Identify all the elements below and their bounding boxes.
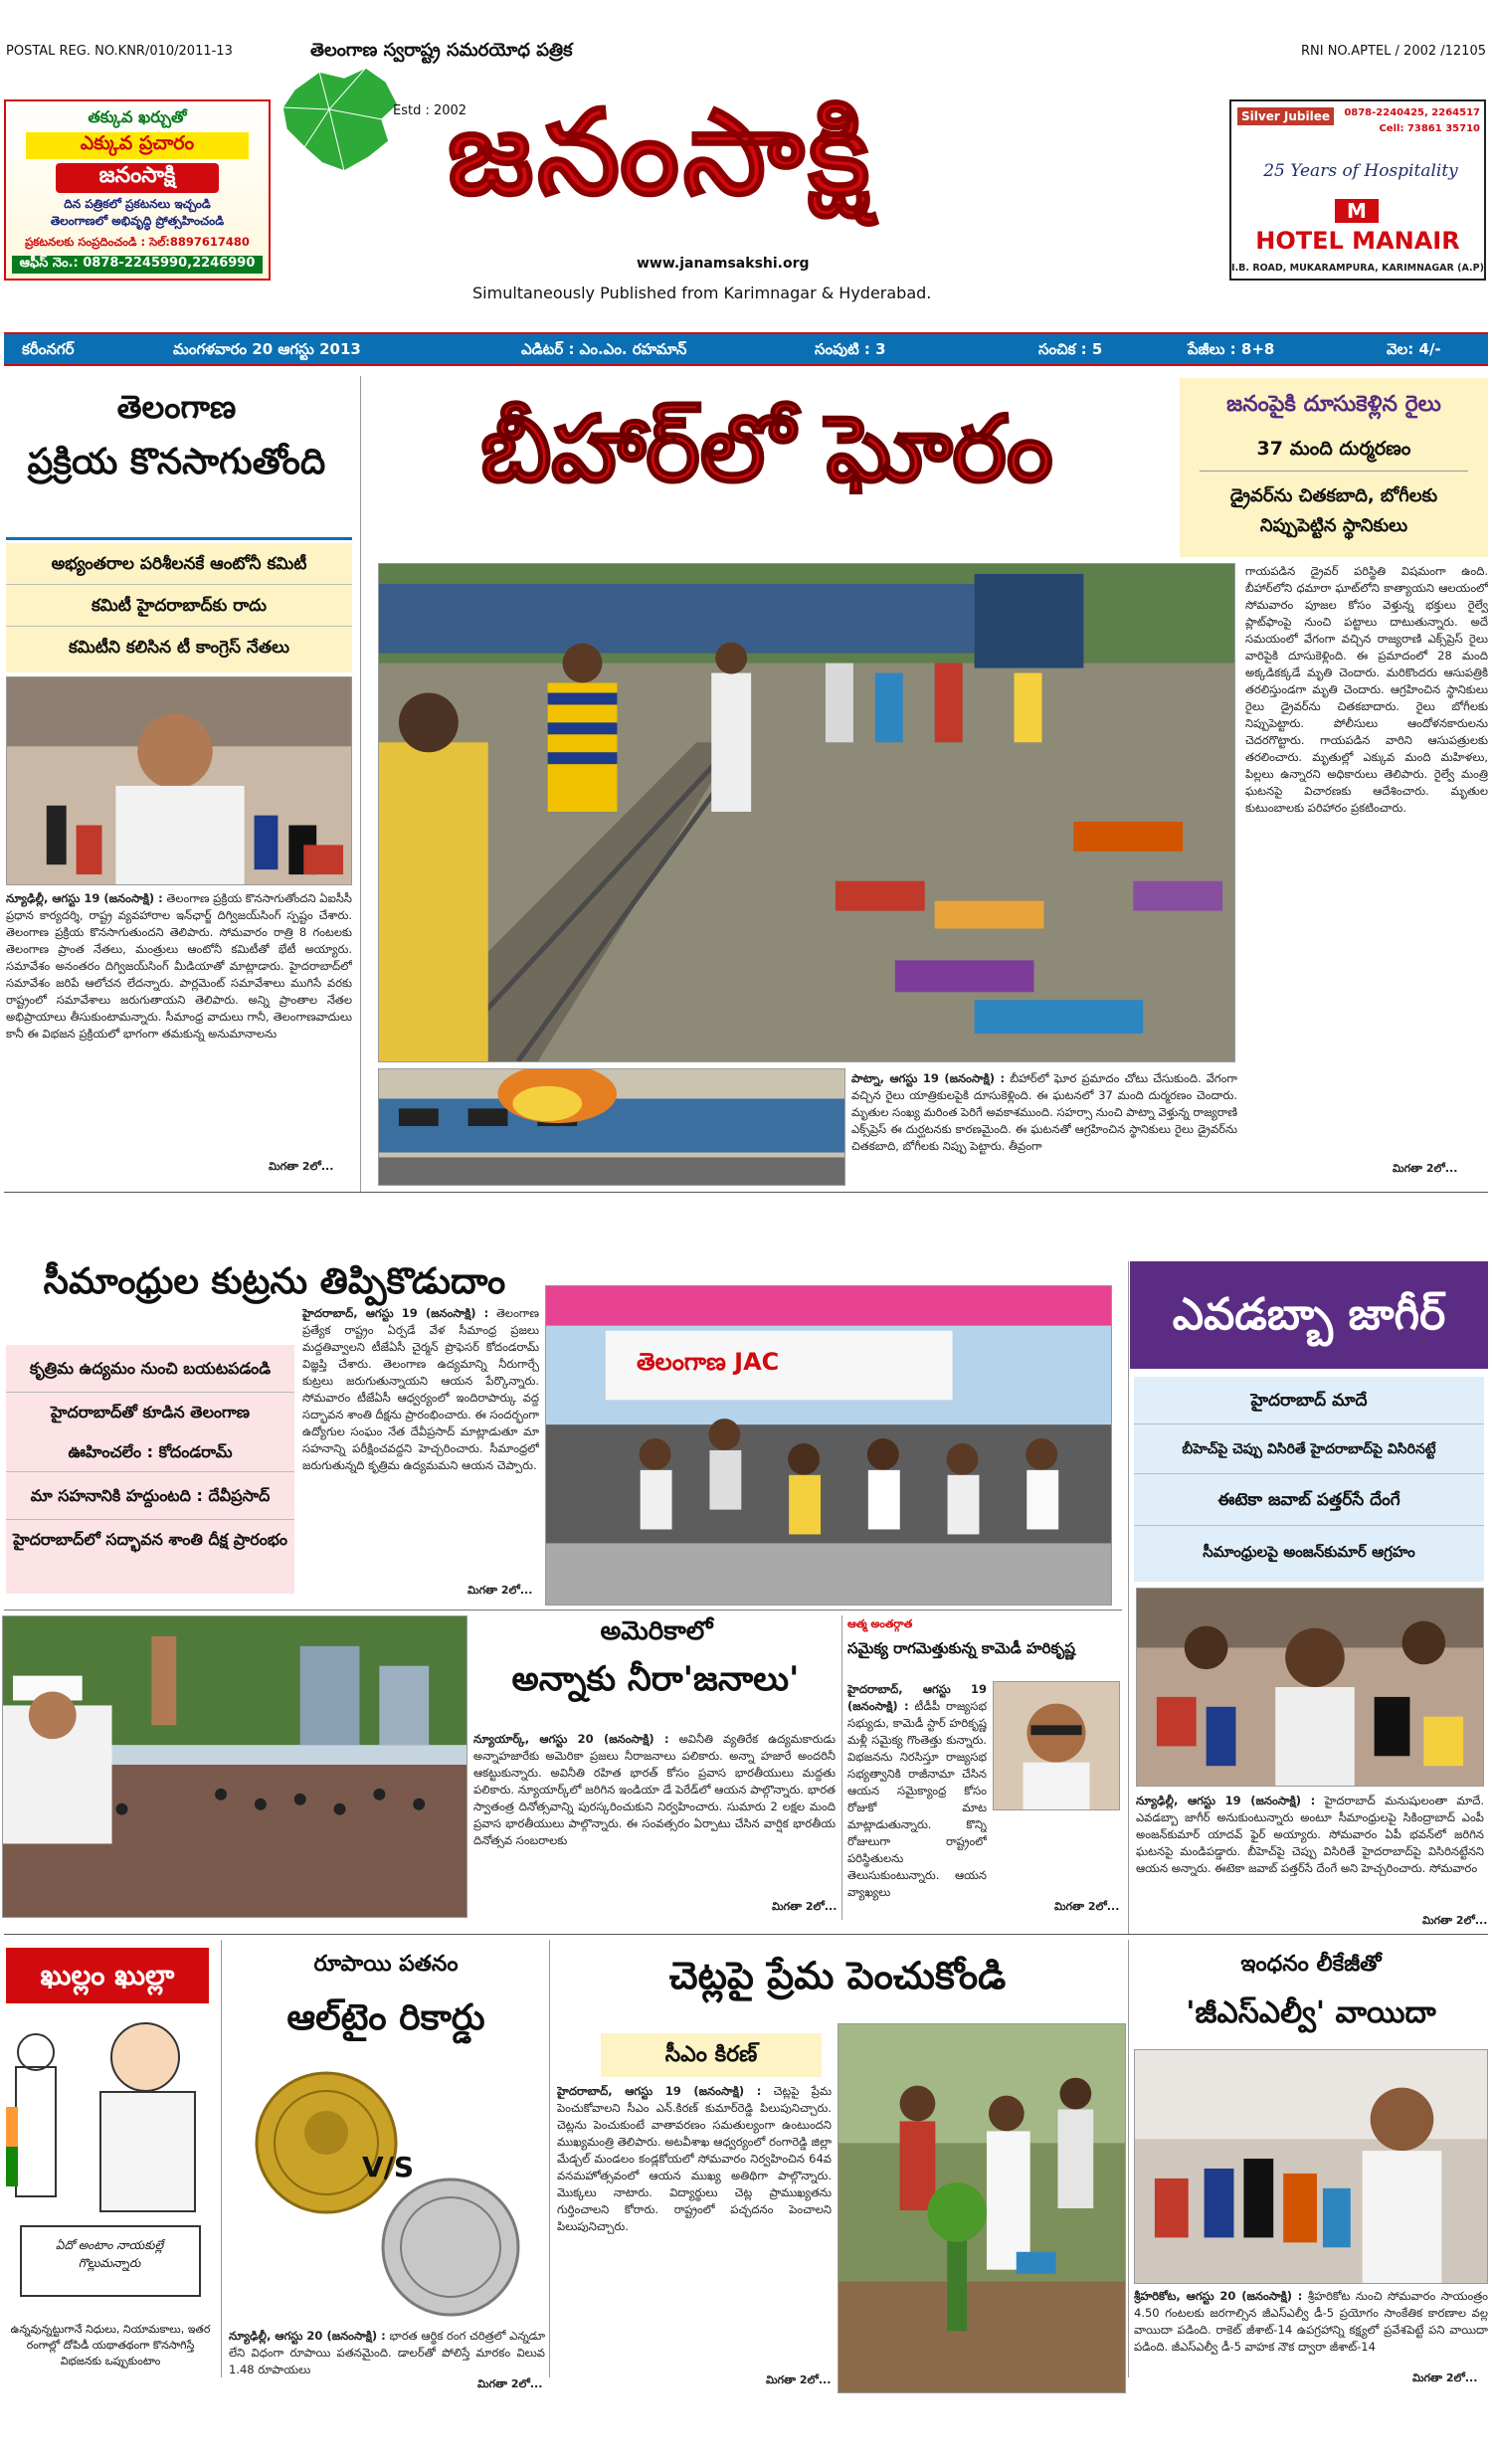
- ad-years: 25 Years of Hospitality: [1263, 161, 1458, 181]
- evadabba-headline: ఎవడబ్బా జాగీర్: [1172, 1289, 1446, 1340]
- khullam-title: ఖుల్లం ఖుల్లా: [40, 1959, 175, 1991]
- america-body-text: అవినీతి వ్యతిరేక ఉద్యమకారుడు అన్నాహజారేకు అమెరికా ప్రజలు నీరాజనాలు పలికారు. అన్నా హజారే అందరినీ ఆకట్టుకున్నారు. అవినీతి రహిత భారత్ కోసం ప్రవాస భారతీయులు మద్దతు పలికారు. న్యూయార్క్‌లో జరిగిన ఇండియా డే పెరేడ్‌లో ఆయన పాల్గొన్నారు. భారత స్వాతంత్ర దినోత్సవాన్ని పురస్కరించుకుని నిర్వహించారు. సుమారు 2 లక్షల మంది ప్రవాస భారతీయులు పాల్గొన్నారు. ఈ సంవత్సరం ఏర్పాటు చేసిన వార్షిక భారతీయ దినోత్సవ సంబరాలకు: [473, 1732, 836, 1847]
- harikrishna-body: [847, 1681, 987, 1918]
- bihar-accident-photo: [378, 563, 1235, 1062]
- telangana-kicker: తెలంగాణ: [116, 388, 237, 426]
- trees-body-text: చెట్లపై ప్రేమ పెంచుకోవాలని సీఎం ఎన్.కిరణ్ కుమార్‌రెడ్డి పిలుపునిచ్చారు. చెట్లను పెంచుకుంటే వాతావరణం సమతుల్యంగా ఉంటుందని ముఖ్యమంత్రి తెలిపారు. అటవీశాఖ ఆధ్వర్యంలో రంగారెడ్డి జిల్లా మేడ్చల్ మండలం కండ్లకోయలో సోమవారం నిర్వహించిన 64వ వనమహోత్సవంలో ఆయన ముఖ్య అతిథిగా పాల్గొన్నారు. మొక్కలు నాటారు. విద్యార్థులు చెట్ల ప్రాముఖ్యతను గుర్తించాలని కోరారు. రాష్ట్రంలో పచ్చదనం పెంచాలని పిలుపునిచ్చారు.: [557, 2084, 832, 2233]
- bihar-side-box: [1180, 378, 1488, 557]
- ad-line5: ప్రకటనలకు సంప్రదించండి : సెల్:8897617480: [25, 235, 250, 249]
- evadabba-sub-1: హైదరాబాద్ మాదే: [1134, 1377, 1484, 1424]
- bihar-side-sub1: 37 మంది దుర్మరణం: [1200, 438, 1468, 472]
- khullam-title-box: [6, 1948, 209, 2003]
- rni-no: RNI NO.APTEL / 2002 /12105: [1300, 44, 1486, 59]
- telangana-more: మిగతా 2లో...: [269, 1160, 334, 1173]
- bihar-bottom-body: [851, 1070, 1237, 1186]
- trees-sub: సీఎం కిరణ్: [664, 2042, 758, 2067]
- right-advert: [1229, 99, 1486, 281]
- coins-photo: [247, 2063, 535, 2322]
- dateline-date: మంగళవారం 20 ఆగస్టు 2013: [173, 340, 361, 358]
- dateline-price: వెల: 4/-: [1387, 340, 1441, 358]
- ad-address: I.B. ROAD, MUKARAMPURA, KARIMNAGAR (A.P): [1231, 263, 1484, 274]
- gslv-more: మిగతా 2లో...: [1412, 2371, 1478, 2384]
- telangana-sub-1: అభ్యంతరాల పరిశీలనకే ఆంటోనీ కమిటీ: [6, 543, 352, 585]
- harikrishna-more: మిగతా 2లో...: [1054, 1900, 1120, 1913]
- seemandhra-dateline: హైదరాబాద్, ఆగస్టు 19 (జనంసాక్షి) :: [302, 1306, 489, 1320]
- seemandhra-sub-3: ఊహించలేం : కోదండరామ్: [6, 1432, 294, 1472]
- bihar-more: మిగతా 2లో...: [1393, 1162, 1458, 1175]
- jac-deeksha-photo: [545, 1285, 1112, 1606]
- evadabba-more: మిగతా 2లో...: [1422, 1914, 1488, 1927]
- telangana-dateline: న్యూఢిల్లీ, ఆగస్టు 19 (జనంసాక్షి) :: [6, 891, 163, 905]
- digvijay-photo: [6, 676, 352, 885]
- evadabba-subs: [1134, 1377, 1484, 1582]
- ad-line6: ఆఫీస్ నెం.: 0878-2245990,2246990: [12, 256, 263, 274]
- telangana-headline: ప్రక్రియ కొనసాగుతోంది: [27, 442, 326, 482]
- left-advert: [4, 99, 271, 281]
- evadabba-sub-4: సీమాంధ్రులపై అంజన్‌కుమార్ ఆగ్రహం: [1203, 1543, 1415, 1561]
- america-more: మిగతా 2లో...: [772, 1900, 838, 1913]
- bihar-side-sub2: డ్రైవర్‌ను చితకబాది, బోగీలకు నిప్పుపెట్టిన స్థానికులు: [1229, 485, 1438, 536]
- gslv-kicker: ఇంధనం లీకేజీతో: [1240, 1952, 1382, 1977]
- rupee-dateline: న్యూఢిల్లీ, ఆగస్టు 20 (జనంసాక్షి) :: [229, 2329, 386, 2343]
- evadabba-body: [1136, 1793, 1484, 1932]
- evadabba-dateline: న్యూఢిల్లీ, ఆగస్టు 19 (జనంసాక్షి) :: [1136, 1794, 1316, 1807]
- anjan-kumar-photo: [1136, 1588, 1484, 1787]
- khullam-cartoon-text: ఏదో అంటాం నాయకుల్లే గొల్లుమన్నారు: [55, 2238, 164, 2270]
- bihar-right-body: [1245, 563, 1488, 1180]
- evadabba-header: [1130, 1261, 1488, 1369]
- ad-banner: Silver Jubilee: [1237, 107, 1334, 125]
- postal-reg: POSTAL REG. NO.KNR/010/2011-13: [6, 44, 233, 59]
- rupee-more: మిగతా 2లో...: [477, 2377, 543, 2390]
- harikrishna-body-text: టీడీపీ రాజ్యసభ సభ్యుడు, కామెడీ స్టార్ హరికృష్ణ మళ్లీ సమైక్య గొంతెత్తు కున్నారు. విభజనను నిరసిస్తూ రాజ్యసభ సభ్యత్వానికి రాజీనామా చేసిన ఆయన సమైక్యాంధ్ర కోసం రోజుకో మాట మాట్లాడుతున్నారు. కొన్ని రోజులుగా రాష్ట్రంలో పరిస్థితులను తెలుసుకుంటున్నారు. ఆయన వ్యాఖ్యలు: [847, 1699, 987, 1899]
- telangana-map: [275, 60, 404, 179]
- rupee-headline: ఆల్‌టైం రికార్డు: [286, 1997, 485, 2038]
- trees-more: మిగతా 2లో...: [766, 2373, 832, 2386]
- publish-note: Simultaneously Published from Karimnagar & Hyderabad.: [472, 284, 932, 302]
- seemandhra-sub-4: మా సహనానికి హద్దుంటది : దేవీప్రసాద్: [6, 1472, 294, 1520]
- america-kicker: అమెరికాలో: [600, 1616, 713, 1646]
- ad-line3: దిన పత్రికలో ప్రకటనలు ఇచ్చండి: [64, 197, 211, 211]
- evadabba-sub-3: ఈటెకా జవాబ్ పత్తర్‌సే దేంగే: [1134, 1474, 1484, 1526]
- burning-train-photo: [378, 1068, 845, 1186]
- masthead-tagline: తెలంగాణ స్వరాష్ట్ర సమరయోధ పత్రిక: [310, 40, 573, 61]
- harikrishna-dateline: హైదరాబాద్, ఆగస్టు 19 (జనంసాక్షి) :: [847, 1682, 987, 1713]
- seemandhra-body: [302, 1305, 539, 1600]
- dateline-pages: పేజీలు : 8+8: [1188, 340, 1275, 358]
- gslv-body-text: శ్రీహరికోట నుంచి సోమవారం సాయంత్రం 4.50 గంటలకు జరగాల్సిన జీఎస్‌ఎల్వీ డీ-5 ప్రయోగం సాంకేతిక కారణాల వల్ల వాయిదా పడింది. రాకెట్ జీశాట్-14 ఉపగ్రహాన్ని కక్ష్యలో ప్రవేశపెట్టే పని వాయిదా పడింది. జీఎస్‌ఎల్వీ డీ-5 వాహక నౌక ద్వారా జీశాట్-14: [1134, 2289, 1488, 2354]
- telangana-sub-3: కమిటీని కలిసిన టీ కాంగ్రెస్ నేతలు: [68, 638, 290, 658]
- america-body: [473, 1731, 836, 1918]
- seemandhra-more: మిగతా 2లో...: [467, 1584, 533, 1597]
- seemandhra-subs: [6, 1345, 294, 1594]
- america-dateline: న్యూయార్క్, ఆగస్టు 20 (జనంసాక్షి) :: [473, 1732, 669, 1746]
- trees-headline: చెట్లపై ప్రేమ పెంచుకోండి: [668, 1954, 1007, 1997]
- bihar-dateline: పాట్నా, ఆగస్టు 19 (జనంసాక్షి) :: [851, 1071, 1006, 1085]
- bihar-side-title: జనంపైకి దూసుకెళ్లిన రైలు: [1226, 392, 1441, 417]
- ad-line2: ఎక్కువ ప్రచారం: [26, 132, 249, 159]
- ad-brand: జనంసాక్షి: [56, 163, 219, 193]
- seemandhra-sub-5: హైదరాబాద్‌లో సద్భావన శాంతి దీక్ష ప్రారంభం: [13, 1530, 287, 1549]
- ad-cell: Cell: 73861 35710: [1379, 123, 1480, 134]
- harikrishna-photo: [993, 1681, 1120, 1810]
- dateline-volume: సంపుటి : 3: [815, 340, 886, 358]
- ad-phone: 0878-2240425, 2264517: [1344, 107, 1480, 118]
- bihar-right-text: గాయపడిన డ్రైవర్ పరిస్థితి విషమంగా ఉంది. బీహార్‌లోని ధమారా ఘాట్‌లోని కాత్యాయని ఆలయంలో సోమవారం పూజల కోసం వెళ్తున్న భక్తులు రైల్వే ప్లాట్‌ఫాంపై నుంచి పట్టాలు దాటుతున్నారు. అదే సమయంలో వేగంగా వచ్చిన రాజ్యరాణి ఎక్స్‌ప్రెస్ రైలు వారిపైకి దూసుకెళ్లింది. ఈ ప్రమాదంలో 28 మంది అక్కడికక్కడే మృతి చెందారు. మరికొందరు ఆసుపత్రికి తరలిస్తుండగా మృతి చెందారు. ఆగ్రహించిన స్థానికులు రైలు డ్రైవర్‌ను చితకబాదారు. రైలు బోగీలకు నిప్పుపెట్టారు. పోలీసులు ఆందోళనకారులను చెదరగొట్టారు. గాయపడిన వారిని ఆసుపత్రులకు తరలించారు. మృతుల్లో ఎక్కువ మంది మహిళలు, పిల్లలు ఉన్నారని అధికారులు తెలిపారు. రైల్వే మంత్రి ఘటనపై విచారణకు ఆదేశించారు. మృతుల కుటుంబాలకు పరిహారం ప్రకటించారు.: [1245, 564, 1488, 815]
- khullam-caption: ఉన్నవున్నట్టుగానే నిధులు, నియామకాలు, ఇతర రంగాల్లో దోపిడీ యథాతథంగా కొనసాగిస్తే విభజనకు ఒప్పుకుంటాం: [10, 2323, 211, 2368]
- seemandhra-body-text: తెలంగాణ ప్రత్యేక రాష్ట్రం ఏర్పడే వేళ సీమాంధ్ర ప్రజలు మద్దతివ్వాలని టీజేఏసీ చైర్మన్ ప్రొఫెసర్ కోదండరామ్ విజ్ఞప్తి చేశారు. తెలంగాణ ఉద్యమాన్ని నీరుగార్చే కుట్రలు జరుగుతున్నాయని ఆయన పేర్కొన్నారు. సోమవారం టీజేఏసీ ఆధ్వర్యంలో ఇందిరాపార్కు వద్ద సద్భావన శాంతి దీక్షను ప్రారంభించారు. ఈ సందర్భంగా ఉద్యోగుల సంఘం నేత దేవీప్రసాద్ మాట్లాడుతూ మా సహనాన్ని పరీక్షించవద్దని హెచ్చరించారు. సీమాంధ్రలో జరుగుతున్నది కృత్రిమ ఉద్యమమని ఆయన చెప్పారు.: [302, 1306, 539, 1472]
- dateline-strip: [4, 332, 1488, 366]
- seemandhra-sub-2: హైదరాబాద్‌తో కూడిన తెలంగాణ: [51, 1403, 250, 1422]
- jac-banner: తెలంగాణ JAC: [637, 1348, 780, 1376]
- dateline-city: కరీంనగర్: [22, 340, 75, 358]
- ad-line4: తెలంగాణలో అభివృద్ధి ప్రోత్సహించండి: [50, 214, 225, 228]
- ad-line1: తక్కువ ఖర్చుతో: [88, 107, 187, 126]
- america-headline: అన్నాకు నీరా'జనాలు': [511, 1659, 800, 1699]
- telangana-subs: [6, 543, 352, 672]
- gslv-dateline: శ్రీహరికోట, ఆగస్టు 20 (జనంసాక్షి) :: [1134, 2289, 1303, 2303]
- coins-vs: V/S: [362, 2151, 415, 2183]
- gslv-headline: 'జీఎస్‌ఎల్వీ' వాయిదా: [1186, 1995, 1436, 2030]
- evadabba-body-text: హైదరాబాద్ మనుషులంతా మాదే. ఎవడబ్బా జాగీర్ అనుకుంటున్నారు అంటూ సీమాంధ్రులపై సికింద్రాబాద్ ఎంపీ అంజన్‌కుమార్ యాదవ్ ఫైర్ అయ్యారు. సోమవారం ఏపీ భవన్‌లో జరిగిన ఘటనపై మండిపడ్డారు. బీహెచ్‌పై చెప్పు విసిరితే హైదరాబాద్‌పై విసిరినట్టేనని ఆయన అన్నారు. ఈటెకా జవాబ్ పత్తర్‌సే దేంగే అని హెచ్చరించారు. సోమవారం: [1136, 1794, 1484, 1875]
- ad-hotel-name: HOTEL MANAIR: [1255, 227, 1460, 255]
- bihar-headline: బీహార్‌లో ఘోరం: [480, 396, 1053, 502]
- trees-dateline: హైదరాబాద్, ఆగస్టు 19 (జనంసాక్షి) :: [557, 2084, 762, 2098]
- trees-sub-box: [601, 2033, 822, 2077]
- seemandhra-sub-1: కృత్రిమ ఉద్యమం నుంచి బయటపడండి: [6, 1345, 294, 1393]
- harikrishna-headline: సమైక్య రాగమెత్తుకున్న కామెడీ హరికృష్ణ: [847, 1639, 1075, 1657]
- isro-press-photo: [1134, 2049, 1488, 2284]
- hotel-logo-icon: M: [1335, 199, 1379, 223]
- website-url: www.janamsakshi.org: [637, 256, 810, 272]
- evadabba-sub-2: బీహెచ్‌పై చెప్పు విసిరితే హైదరాబాద్‌పై విసిరినట్టే: [1134, 1424, 1484, 1474]
- rupee-body-text: భారత ఆర్థిక రంగ చరిత్రలో ఎన్నడూ లేని విధంగా రూపాయి పతనమైంది. డాలర్‌తో పోలిస్తే మారకం విలువ 1.48 రూపాయలు: [229, 2329, 545, 2376]
- harikrishna-kicker: ఆత్మ అంతర్గాత: [847, 1617, 913, 1630]
- telangana-body-text: తెలంగాణ ప్రక్రియ కొనసాగుతోందని ఏఐసీసీ ప్రధాన కార్యదర్శి, రాష్ట్ర వ్యవహారాల ఇన్‌ఛార్జ్ దిగ్విజయ్‌సింగ్ స్పష్టం చేశారు. తెలంగాణ ప్రక్రియ కొనసాగుతుందని తెలిపారు. సోమవారం రాత్రి 8 గంటలకు తెలంగాణ ప్రాంత నేతలు, మంత్రులు ఆంటోనీ కమిటీతో భేటీ అయ్యారు. సమావేశం అనంతరం దిగ్విజయ్‌సింగ్ మీడియాతో మాట్లాడారు. హైదరాబాద్‌లో సమావేశం జరిపే ఆలోచన లేదన్నారు. పార్లమెంట్ సమావేశాలు ముగిసే వరకు రాష్ట్రంలో సమావేశాలు జరుగుతాయని తెలిపారు. అన్ని ప్రాంతాల నేతల అభిప్రాయాలు తీసుకుంటామన్నారు. సీమాంధ్ర వాదులు గానీ, తెలంగాణవాదులు కానీ ఈ విభజన ప్రక్రియలో భాగంగా తమకున్న అనుమానాలను: [6, 891, 352, 1041]
- telangana-sub-2: కమిటీ హైదరాబాద్‌కు రాదు: [6, 585, 352, 627]
- rupee-kicker: రూపాయి పతనం: [313, 1952, 459, 1977]
- masthead-title: జనంసాక్షి: [448, 84, 874, 221]
- cm-planting-photo: [838, 2023, 1126, 2393]
- anna-hazare-photo: [2, 1615, 467, 1918]
- telangana-body: [6, 890, 352, 1179]
- dateline-issue: సంచిక : 5: [1038, 340, 1103, 358]
- dateline-editor: ఎడిటర్ : ఎం.ఎం. రహమాన్: [521, 340, 687, 358]
- estd-label: Estd : 2002: [393, 103, 467, 118]
- trees-body: [557, 2083, 832, 2381]
- bihar-bottom-text: బీహార్‌లో ఘోర ప్రమాదం చోటు చేసుకుంది. వేగంగా వచ్చిన రైలు యాత్రికులపైకి దూసుకెళ్లింది. ఈ ఘటనలో 37 మంది దుర్మరణం చెందారు. మృతుల సంఖ్య మరింత పెరిగే అవకాశముంది. సహర్సా నుంచి పాట్నా వెళ్తున్న రాజ్యరాణి ఎక్స్‌ప్రెస్ ఈ దుర్ఘటనకు కారణమైంది. ఈ ఘటనతో ఆగ్రహించిన స్థానికులు రైలు డ్రైవర్‌ను చితకబాది, బోగీలకు నిప్పు పెట్టారు. తీవ్రంగా: [851, 1071, 1237, 1153]
- seemandhra-headline: సీమాంధ్రుల కుట్రను తిప్పికొడుదాం: [43, 1261, 506, 1302]
